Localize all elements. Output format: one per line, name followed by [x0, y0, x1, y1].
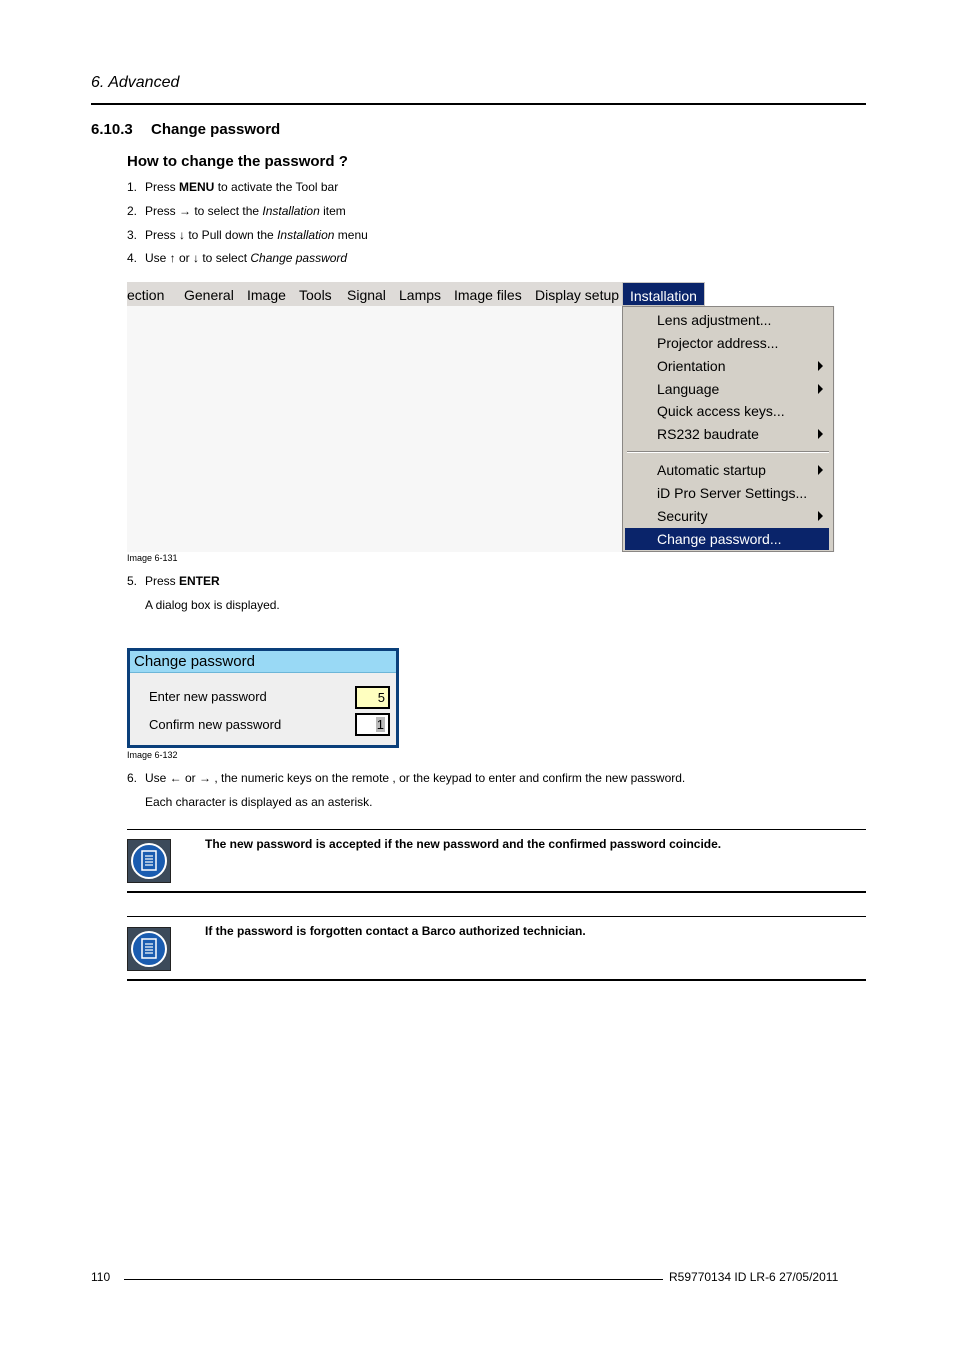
- step-3: [127, 228, 368, 242]
- step-text: Press: [145, 180, 180, 194]
- dropdown-item-projector-address[interactable]: [625, 332, 829, 354]
- dropdown-item-rs232-baudrate[interactable]: [625, 423, 829, 445]
- dropdown-item-security[interactable]: [625, 505, 829, 527]
- image-caption: Image 6-132: [127, 750, 178, 760]
- dropdown-item-language[interactable]: [625, 378, 829, 400]
- menu-item-image[interactable]: Image: [247, 287, 286, 303]
- step-text: Use ↑ or ↓ to select: [145, 251, 251, 265]
- step-emphasis: Installation: [277, 228, 335, 242]
- menu-item-installation[interactable]: Installation: [622, 282, 705, 306]
- dropdown-item-label: Orientation: [657, 358, 726, 374]
- submenu-arrow-icon: [818, 361, 823, 371]
- note-rule-top: [127, 916, 866, 917]
- note-icon: [127, 927, 171, 971]
- step-text: Press: [145, 574, 180, 588]
- change-password-dialog: [127, 648, 399, 748]
- menu-screenshot: [127, 282, 835, 552]
- submenu-arrow-icon: [818, 384, 823, 394]
- step-number: 4.: [127, 251, 138, 265]
- chapter-title: 6. Advanced: [91, 74, 180, 91]
- note-icon: [127, 839, 171, 883]
- enter-password-label: Enter new password: [149, 689, 267, 704]
- enter-password-field[interactable]: [355, 686, 390, 709]
- dropdown-item-change-password[interactable]: [625, 528, 829, 550]
- submenu-arrow-icon: [818, 511, 823, 521]
- footer-rule: [124, 1279, 663, 1280]
- submenu-arrow-icon: [818, 429, 823, 439]
- step-emphasis: Change password: [250, 251, 348, 265]
- step-number: 5.: [127, 574, 138, 588]
- step-text: Press → to select the: [145, 204, 263, 218]
- dropdown-item-label: Lens adjustment...: [657, 312, 772, 328]
- dropdown-item-automatic-startup[interactable]: [625, 459, 829, 481]
- menubar: [127, 282, 835, 306]
- page-number: 110: [91, 1270, 111, 1284]
- section-number: 6.10.3: [91, 121, 133, 138]
- step-1: [127, 180, 338, 194]
- dropdown-item-label: Change password...: [657, 531, 782, 547]
- section-title: [91, 121, 280, 138]
- menu-item-selection[interactable]: ection: [127, 287, 165, 303]
- step-2: [127, 204, 346, 218]
- step-number: 6.: [127, 771, 138, 785]
- dropdown-item-label: Security: [657, 508, 708, 524]
- menu-item-tools[interactable]: Tools: [299, 287, 332, 303]
- submenu-arrow-icon: [818, 465, 823, 475]
- step-number: 3.: [127, 228, 138, 242]
- howto-title: How to change the password ?: [127, 153, 348, 170]
- confirm-password-label: Confirm new password: [149, 717, 282, 732]
- note-text: If the password is forgotten contact a Barco authorized technician.: [205, 924, 586, 938]
- step-text: to activate the Tool bar: [214, 180, 339, 194]
- step-6: [127, 771, 685, 785]
- confirm-password-field[interactable]: [355, 713, 390, 736]
- header-rule: [91, 103, 866, 105]
- dropdown-item-id-pro-server-settings[interactable]: [625, 482, 829, 504]
- dropdown-item-label: Automatic startup: [657, 462, 766, 478]
- dropdown-item-label: iD Pro Server Settings...: [657, 485, 808, 501]
- step-5: [127, 574, 220, 588]
- installation-dropdown: [622, 306, 834, 552]
- note-rule-bottom: [127, 891, 866, 893]
- document-reference: R59770134 ID LR-6 27/05/2011: [669, 1270, 839, 1284]
- step-text: item: [319, 204, 346, 218]
- dropdown-item-label: Language: [657, 381, 720, 397]
- menu-item-display-setup[interactable]: Display setup: [535, 287, 620, 303]
- menubar-right-area: [702, 282, 835, 306]
- menu-item-signal[interactable]: Signal: [347, 287, 386, 303]
- note-rule-top: [127, 829, 866, 830]
- section-label: Change password: [151, 121, 281, 138]
- note-icon-graphic: [128, 840, 170, 882]
- step-number: 1.: [127, 180, 138, 194]
- menu-item-image-files[interactable]: Image files: [454, 287, 522, 303]
- confirm-password-value: 1: [376, 717, 384, 732]
- enter-password-value: 5: [377, 690, 385, 705]
- image-caption: Image 6-131: [127, 553, 178, 563]
- menu-item-general[interactable]: General: [184, 287, 234, 303]
- note-text: The new password is accepted if the new password and the confirmed password coincide.: [205, 837, 722, 851]
- dropdown-item-orientation[interactable]: [625, 355, 829, 377]
- dropdown-item-quick-access-keys[interactable]: [625, 400, 829, 422]
- dialog-title: Change password: [130, 651, 396, 673]
- step-text: Press ↓ to Pull down the: [145, 228, 278, 242]
- dropdown-item-lens-adjustment[interactable]: [625, 309, 829, 331]
- dropdown-separator: [627, 451, 829, 453]
- step-text: Use ← or → , the numeric keys on the remote , or the keypad to enter and confirm the new password.: [145, 771, 686, 785]
- step-4: [127, 251, 347, 265]
- menu-item-lamps[interactable]: Lamps: [399, 287, 442, 303]
- key-menu: MENU: [179, 180, 215, 194]
- dropdown-item-label: RS232 baudrate: [657, 426, 759, 442]
- step-6-detail: Each character is displayed as an asterisk.: [145, 795, 373, 809]
- step-number: 2.: [127, 204, 138, 218]
- step-emphasis: Installation: [262, 204, 320, 218]
- step-text: menu: [334, 228, 368, 242]
- dropdown-item-label: Projector address...: [657, 335, 779, 351]
- key-enter: ENTER: [179, 574, 220, 588]
- dropdown-item-label: Quick access keys...: [657, 403, 785, 419]
- note-rule-bottom: [127, 979, 866, 981]
- step-5-detail: A dialog box is displayed.: [145, 598, 280, 612]
- note-icon-graphic: [128, 928, 170, 970]
